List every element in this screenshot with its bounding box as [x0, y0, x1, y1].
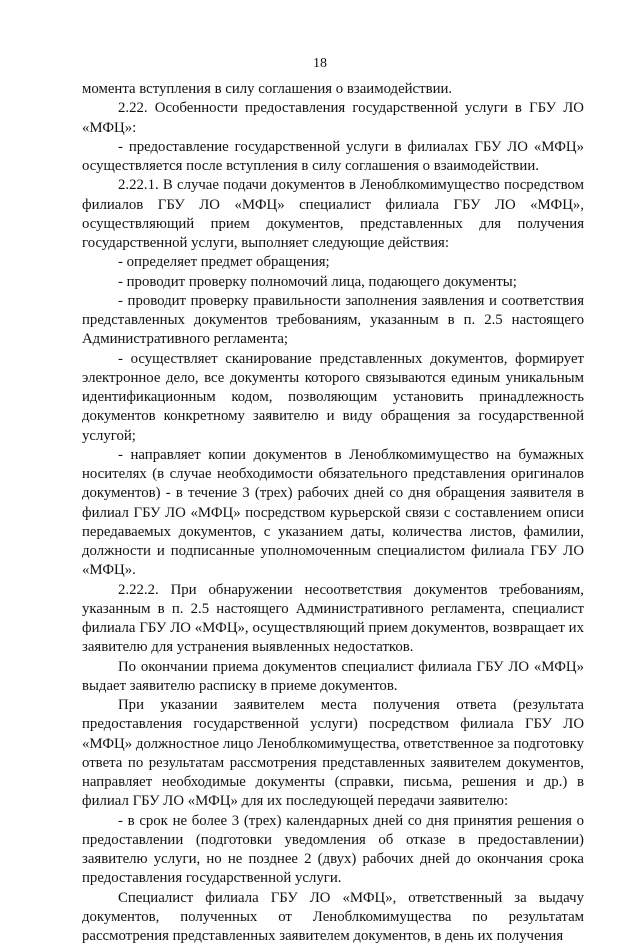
list-item: - проводит проверку полномочий лица, подающего документы;	[82, 273, 584, 292]
subsection-paragraph: 2.22.2. При обнаружении несоответствия документов требованиям, указанным в п. 2.5 настоящего Административного регламента, специалист филиала ГБУ ЛО «МФЦ», осуществляющий прием документов, возвращает их заявителю для устранения выявленных недостатков.	[82, 581, 584, 658]
list-item: - осуществляет сканирование представленных документов, формирует электронное дело, все документы которого связываются единым уникальным идентификационным кодом, позволяющим установить принадлежность документов конкретному заявителю и виду обращения за государственной услугой;	[82, 350, 584, 446]
paragraph: Специалист филиала ГБУ ЛО «МФЦ», ответственный за выдачу документов, полученных от Леноблкомимущества по результатам рассмотрения представленных заявителем документов, в день их получения	[82, 889, 584, 946]
list-item: - проводит проверку правильности заполнения заявления и соответствия представленных документов требованиям, указанным в п. 2.5 настоящего Административного регламента;	[82, 292, 584, 350]
section-heading: 2.22. Особенности предоставления государственной услуги в ГБУ ЛО «МФЦ»:	[82, 99, 584, 138]
paragraph: По окончании приема документов специалист филиала ГБУ ЛО «МФЦ» выдает заявителю расписку в приеме документов.	[82, 658, 584, 697]
document-body	[82, 80, 584, 946]
paragraph: При указании заявителем места получения ответа (результата предоставления государственной услуги) посредством филиала ГБУ ЛО «МФЦ» должностное лицо Леноблкомимущества, ответственное за подготовку ответа по результатам рассмотрения представленных заявителем документов, направляет необходимые документы (справки, письма, решения и др.) в филиал ГБУ ЛО «МФЦ» для их последующей передачи заявителю:	[82, 696, 584, 812]
paragraph: момента вступления в силу соглашения о взаимодействии.	[82, 80, 584, 99]
page-number: 18	[0, 56, 640, 72]
list-item: - направляет копии документов в Леноблкомимущество на бумажных носителях (в случае необходимости обязательного представления оригиналов документов) - в течение 3 (трех) рабочих дней со дня обращения заявителя в филиал ГБУ ЛО «МФЦ» посредством курьерской связи с составлением описи передаваемых документов, с указанием даты, количества листов, фамилии, должности и подписанные уполномоченным специалистом филиала ГБУ ЛО «МФЦ».	[82, 446, 584, 581]
subsection-paragraph: 2.22.1. В случае подачи документов в Леноблкомимущество посредством филиалов ГБУ ЛО «МФЦ» специалист филиала ГБУ ЛО «МФЦ», осуществляющий прием документов, представленных для получения государственной услуги, выполняет следующие действия:	[82, 176, 584, 253]
paragraph: - предоставление государственной услуги в филиалах ГБУ ЛО «МФЦ» осуществляется после вступления в силу соглашения о взаимодействии.	[82, 138, 584, 177]
list-item: - в срок не более 3 (трех) календарных дней со дня принятия решения о предоставлении (подготовки уведомления об отказе в предоставлении) заявителю услуги, но не позднее 2 (двух) рабочих дней до окончания срока предоставления государственной услуги.	[82, 812, 584, 889]
list-item: - определяет предмет обращения;	[82, 253, 584, 272]
